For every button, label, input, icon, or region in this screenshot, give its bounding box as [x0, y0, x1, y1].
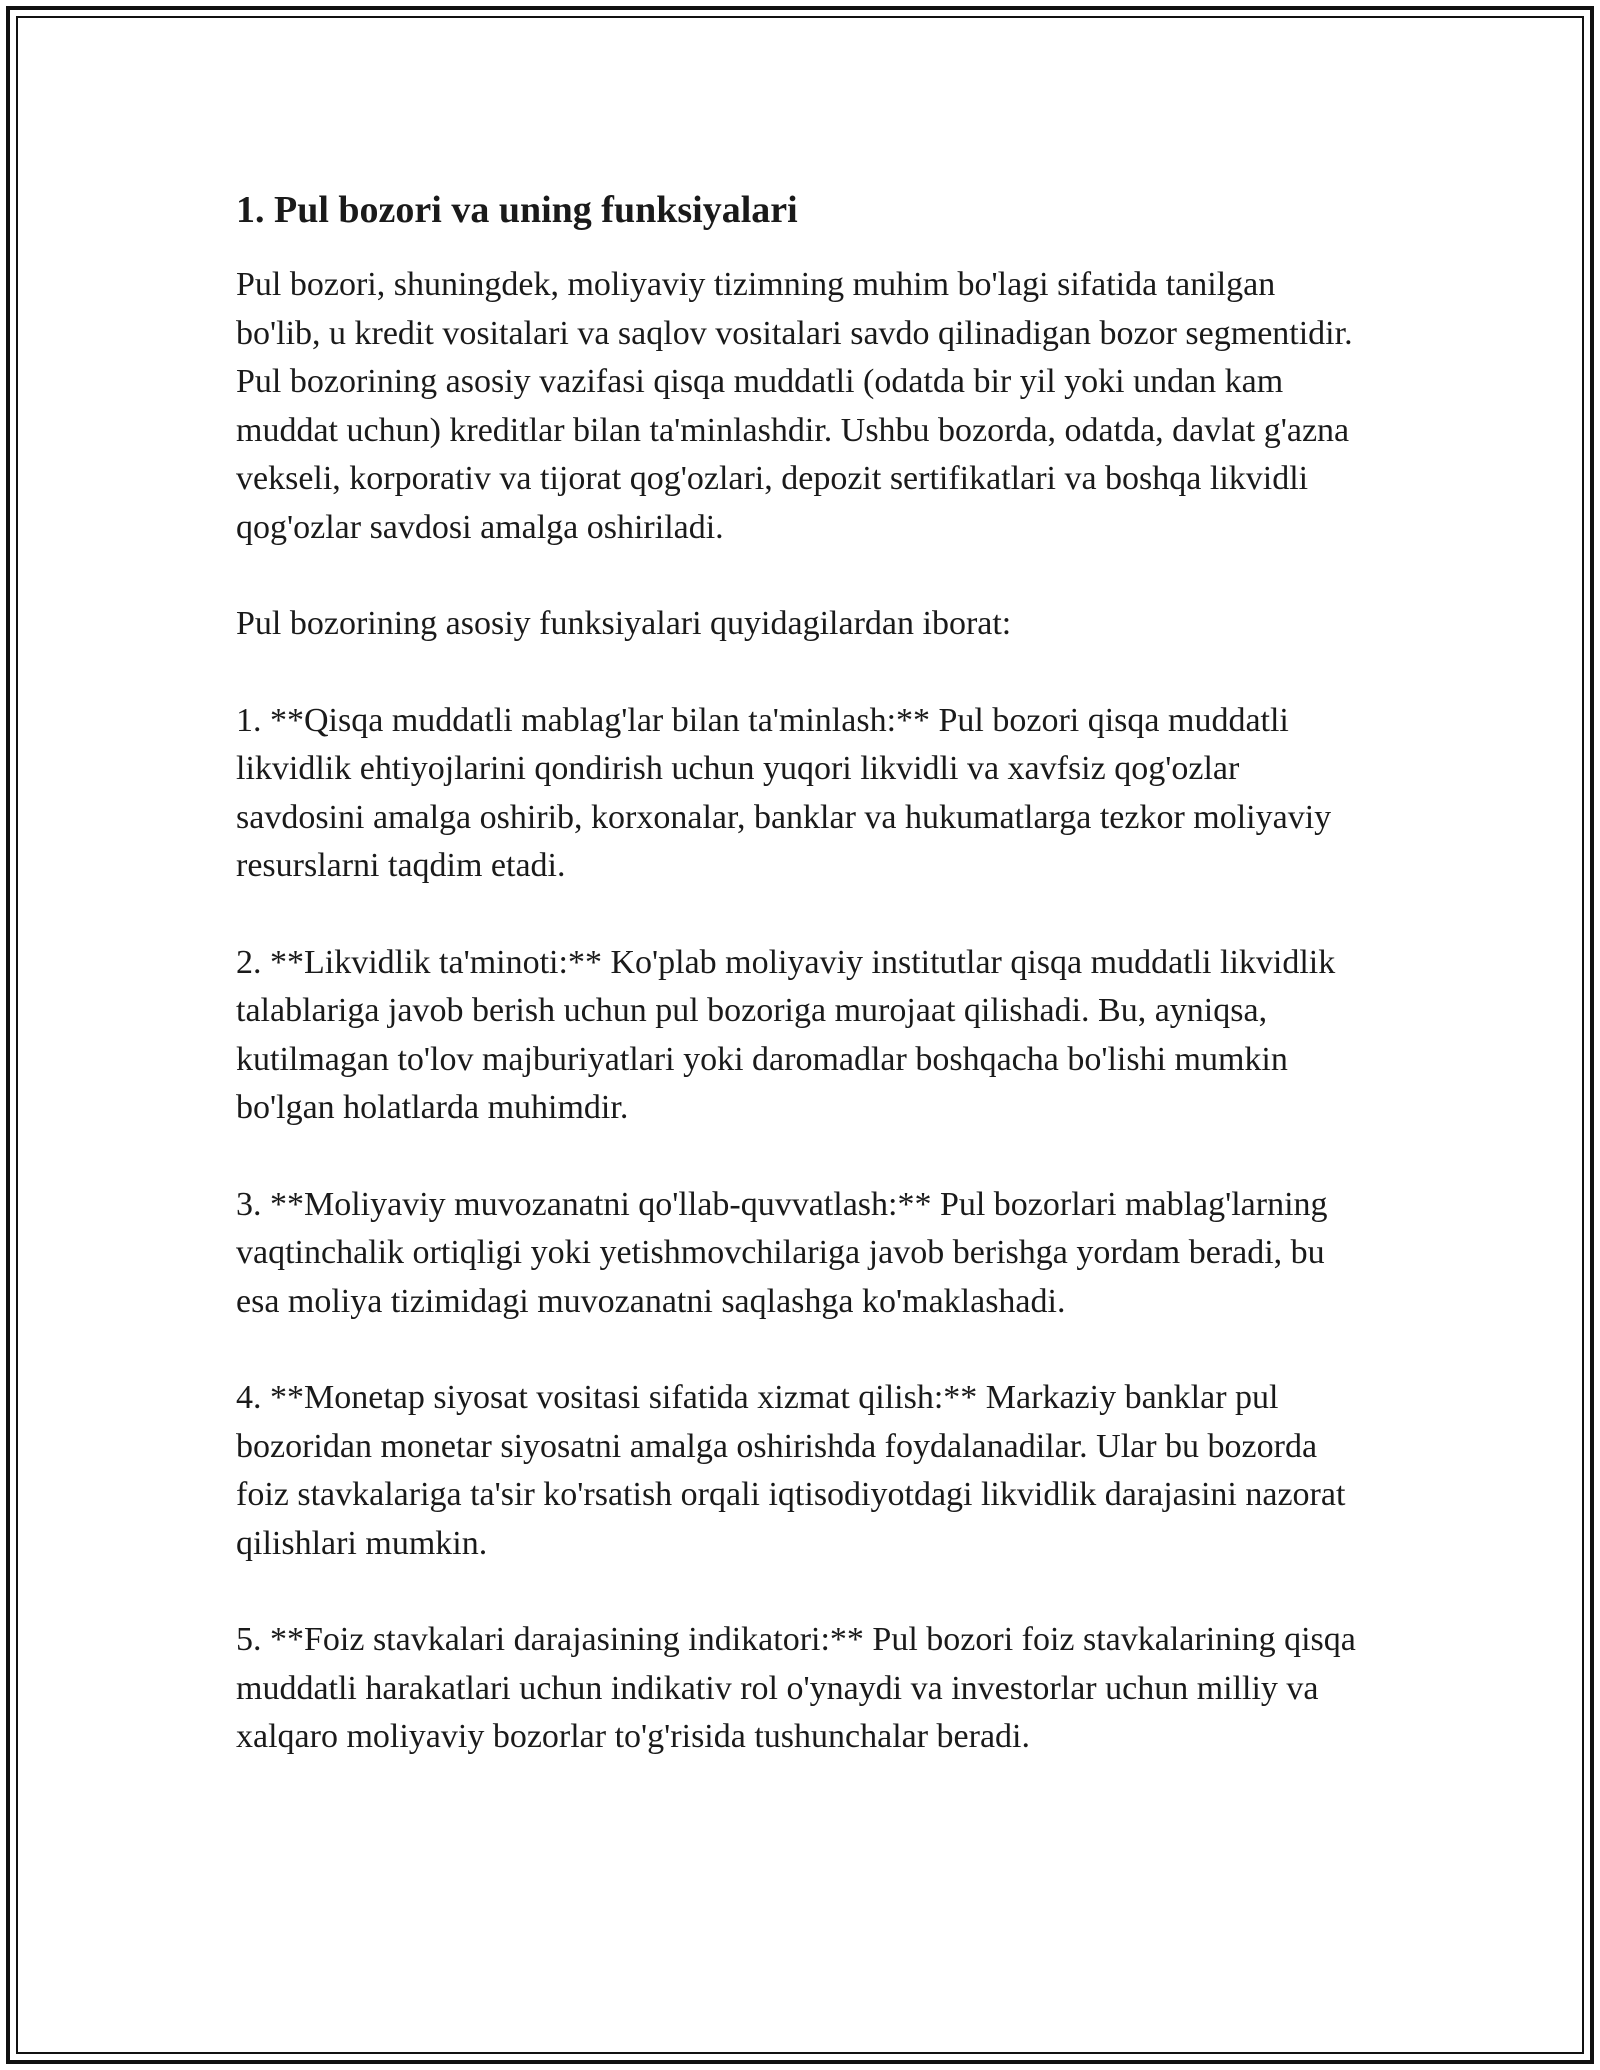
function-item-4: 4. **Monetap siyosat vositasi sifatida xizmat qilish:** Markaziy banklar pul bozoridan monetar siyosatni amalga oshirishda foydalanadilar. Ular bu bozorda foiz stavkalariga ta'sir ko'rsatish orqali iqtisodiyotdagi likvidlik darajasini nazorat qilishlari mumkin. [236, 1379, 1346, 1562]
function-item-5: 5. **Foiz stavkalari darajasining indikatori:** Pul bozori foiz stavkalarining qisqa muddatli harakatlari uchun indikativ rol o'ynaydi va investorlar uchun milliy va xalqaro moliyaviy bozorlar to'g'risida tushunchalar beradi. [236, 1621, 1356, 1756]
function-item-3: 3. **Moliyaviy muvozanatni qo'llab-quvvatlash:** Pul bozorlari mablag'larning vaqtinchalik ortiqligi yoki yetishmovchilariga javob berishga yordam beradi, bu esa moliya tizimidagi muvozanatni saqlashga ko'maklashadi. [236, 1185, 1328, 1320]
document-body [236, 186, 1366, 1810]
function-item-1: 1. **Qisqa muddatli mablag'lar bilan ta'minlash:** Pul bozori qisqa muddatli likvidlik ehtiyojlarini qondirish uchun yuqori likvidli va xavfsiz qog'ozlar savdosini amalga oshirib, korxonalar, banklar va hukumatlarga tezkor moliyaviy resurslarni taqdim etadi. [236, 701, 1332, 885]
function-item-2: 2. **Likvidlik ta'minoti:** Ko'plab moliyaviy institutlar qisqa muddatli likvidlik talablariga javob berish uchun pul bozoriga murojaat qilishadi. Bu, ayniqsa, kutilmagan to'lov majburiyatlari yoki daromadlar boshqacha bo'lishi mumkin bo'lgan holatlarda muhimdir. [236, 943, 1336, 1127]
intro-paragraph: Pul bozori, shuningdek, moliyaviy tizimning muhim bo'lagi sifatida tanilgan bo'lib, u kredit vositalari va saqlov vositalari savdo qilinadigan bozor segmentidir. Pul bozorining asosiy vazifasi qisqa muddatli (odatda bir yil yoki undan kam muddat uchun) kreditlar bilan ta'minlashdir. Ushbu bozorda, odatda, davlat g'azna vekseli, korporativ va tijorat qog'ozlari, depozit sertifikatlari va boshqa likvidli qog'ozlar savdosi amalga oshiriladi. [236, 266, 1353, 546]
section-heading: 1. Pul bozori va uning funksiyalari [236, 189, 798, 231]
functions-lead-paragraph: Pul bozorining asosiy funksiyalari quyidagilardan iborat: [236, 605, 1012, 643]
